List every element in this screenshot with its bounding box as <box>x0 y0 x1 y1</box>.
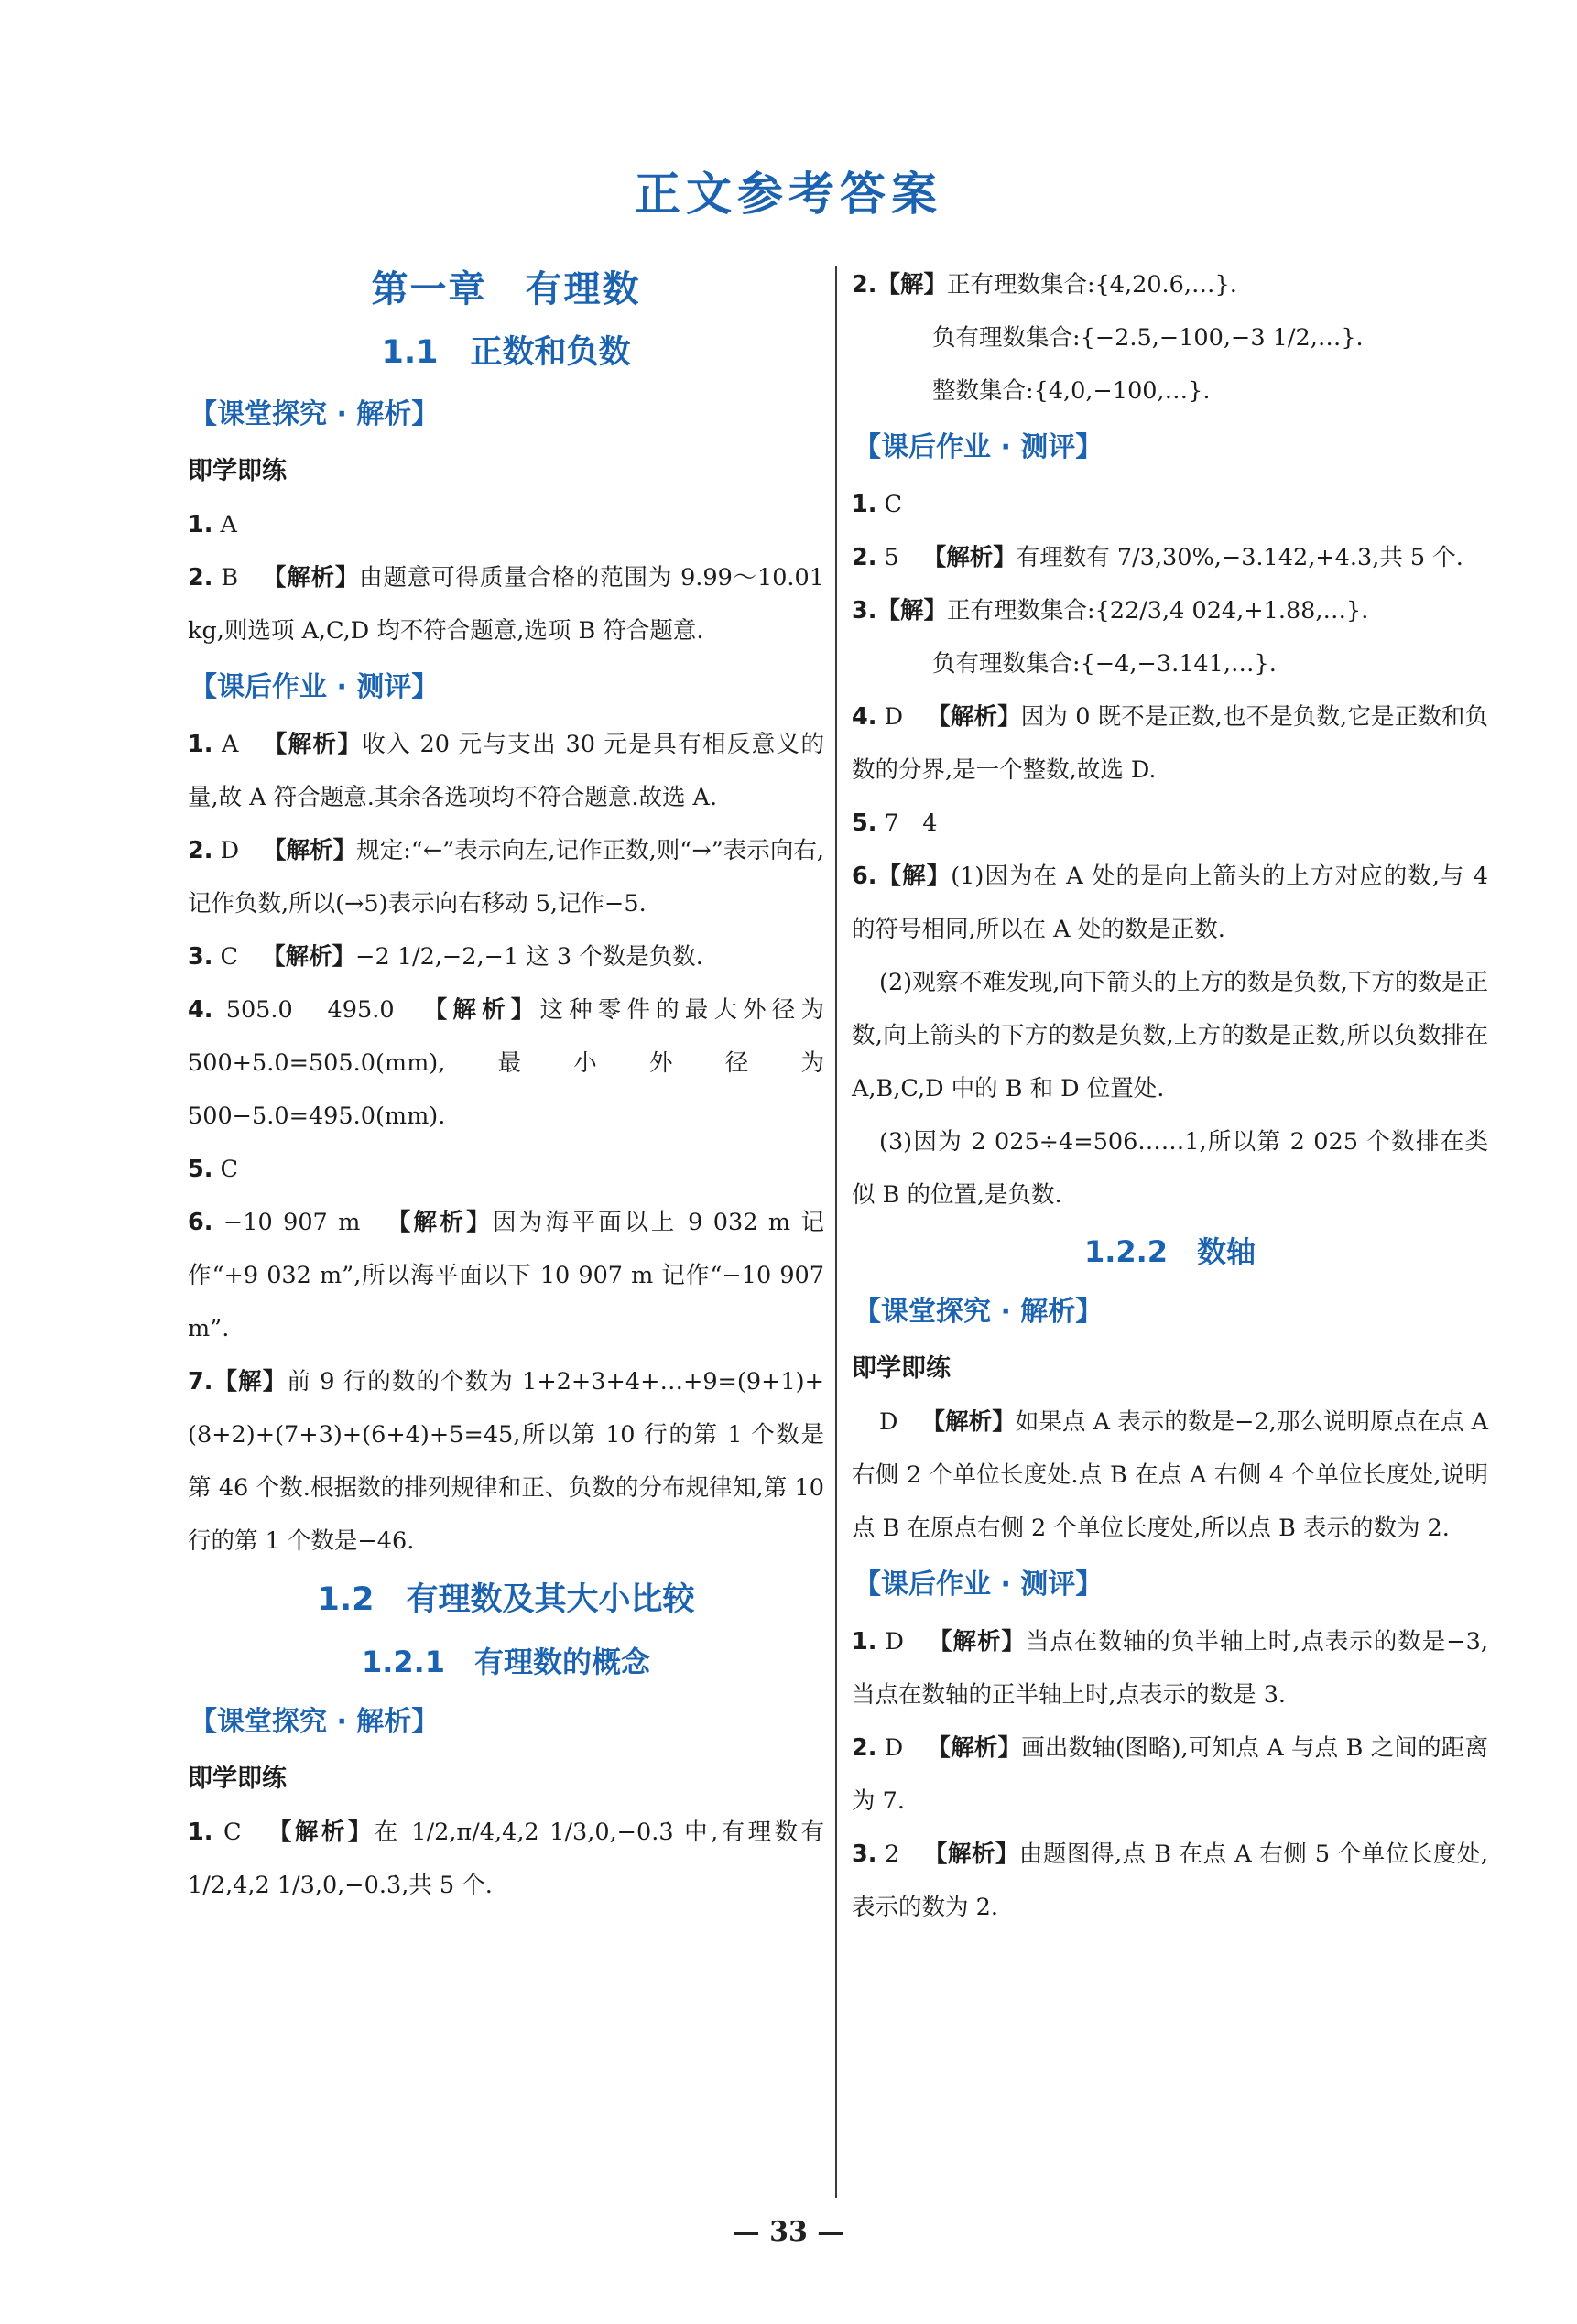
answer-item: 2.【解】正有理数集合:{4,20.6,…}. <box>852 271 1237 299</box>
subhead-practice: 即学即练 <box>852 1354 951 1383</box>
right-column <box>852 258 1488 1934</box>
answer-paragraph: (3)因为 2 025÷4=506……1,所以第 2 025 个数排在类似 B 的位置,是负数. <box>852 1128 1488 1209</box>
answer-item: 5. C <box>188 1156 239 1183</box>
banner-classroom: 【课堂探究 · 解析】 <box>190 1706 440 1738</box>
banner-classroom: 【课堂探究 · 解析】 <box>190 398 440 430</box>
section-heading-1-2: 1.2 有理数及其大小比较 <box>317 1581 695 1618</box>
banner-homework: 【课后作业 · 测评】 <box>854 1569 1104 1601</box>
answer-item: 2. B 【解析】由题意可得质量合格的范围为 9.99～10.01 kg,则选项 A,C,D 均不符合题意,选项 B 符合题意. <box>188 564 824 645</box>
answer-item: 1. A 【解析】收入 20 元与支出 30 元是具有相反意义的量,故 A 符合题意.其余各选项均不符合题意.故选 A. <box>188 731 824 811</box>
banner-homework: 【课后作业 · 测评】 <box>190 671 440 703</box>
answer-item: 4. D 【解析】因为 0 既不是正数,也不是负数,它是正数和负数的分界,是一个整数,故选 D. <box>852 703 1488 784</box>
answer-paragraph: (2)观察不难发现,向下箭头的上方的数是负数,下方的数是正数,向上箭头的下方的数是负数,上方的数是正数,所以负数排在 A,B,C,D 中的 B 和 D 位置处. <box>852 969 1488 1102</box>
subhead-practice: 即学即练 <box>188 1765 287 1793</box>
subsection-heading-1-2-1: 1.2.1 有理数的概念 <box>361 1645 651 1679</box>
answer-item: 3.【解】正有理数集合:{22/3,4 024,+1.88,…}. <box>852 597 1369 624</box>
left-column <box>188 258 824 1912</box>
answer-item: 1. C 【解析】在 1/2,π/4,4,2 1/3,0,−0.3̇ 中,有理数有 1/2,4,2 1/3,0,−0.3̇,共 5 个. <box>188 1819 824 1899</box>
answer-item: 1. D 【解析】当点在数轴的负半轴上时,点表示的数是−3,当点在数轴的正半轴上时,点表示的数是 3. <box>852 1628 1488 1709</box>
answer-item: 1. C <box>852 491 903 518</box>
answer-item: D 【解析】如果点 A 表示的数是−2,那么说明原点在点 A 右侧 2 个单位长度处.点 B 在点 A 右侧 4 个单位长度处,说明点 B 在原点右侧 2 个单位长度处,所以点 B 表示的数为 2. <box>852 1408 1488 1542</box>
answer-item: 6.【解】(1)因为在 A 处的是向上箭头的上方对应的数,与 4 的符号相同,所以在 A 处的数是正数. <box>852 863 1488 943</box>
page-title: 正文参考答案 <box>635 168 942 221</box>
answer-item: 1. A <box>188 511 237 538</box>
answer-item: 2. D 【解析】画出数轴(图略),可知点 A 与点 B 之间的距离为 7. <box>852 1734 1488 1815</box>
column-divider <box>835 266 837 2198</box>
answer-item: 6. −10 907 m 【解析】因为海平面以上 9 032 m 记作“+9 032 m”,所以海平面以下 10 907 m 记作“−10 907 m”. <box>188 1209 824 1342</box>
answer-item: 5. 7 4 <box>852 809 938 837</box>
chapter-heading: 第一章 有理数 <box>371 268 641 310</box>
answer-line: 负有理数集合:{−2.5,−100,−3 1/2,…}. <box>932 324 1364 352</box>
subsection-heading-1-2-2: 1.2.2 数轴 <box>1083 1234 1256 1269</box>
answer-item: 3. C 【解析】−2 1/2,−2,−1 这 3 个数是负数. <box>188 943 703 971</box>
answer-item: 4. 505.0 495.0 【解析】这种零件的最大外径为 500+5.0=505.0(mm),最小外径为 500−5.0=495.0(mm). <box>188 996 824 1130</box>
answer-item: 2. 5 【解析】有理数有 7/3,30%,−3.142,+4.3,共 5 个. <box>852 544 1463 571</box>
answer-line: 负有理数集合:{−4,−3.141,…}. <box>932 650 1277 678</box>
subhead-practice: 即学即练 <box>188 457 287 485</box>
answer-item: 3. 2 【解析】由题图得,点 B 在点 A 右侧 5 个单位长度处,表示的数为 2. <box>852 1841 1488 1921</box>
page-number: — 33 — <box>732 2216 845 2248</box>
banner-classroom: 【课堂探究 · 解析】 <box>854 1296 1104 1328</box>
answer-item: 7.【解】前 9 行的数的个数为 1+2+3+4+…+9=(9+1)+(8+2)+(7+3)+(6+4)+5=45,所以第 10 行的第 1 个数是第 46 个数.根据数的排列规律和正、负数的分布规律知,第 10 行的第 1 个数是−46. <box>188 1368 824 1555</box>
answer-item: 2. D 【解析】规定:“←”表示向左,记作正数,则“→”表示向右,记作负数,所以(→5)表示向右移动 5,记作−5. <box>188 837 824 918</box>
section-heading-1-1: 1.1 正数和负数 <box>381 334 631 371</box>
banner-homework: 【课后作业 · 测评】 <box>854 431 1104 463</box>
answer-line: 整数集合:{4,0,−100,…}. <box>932 377 1211 405</box>
